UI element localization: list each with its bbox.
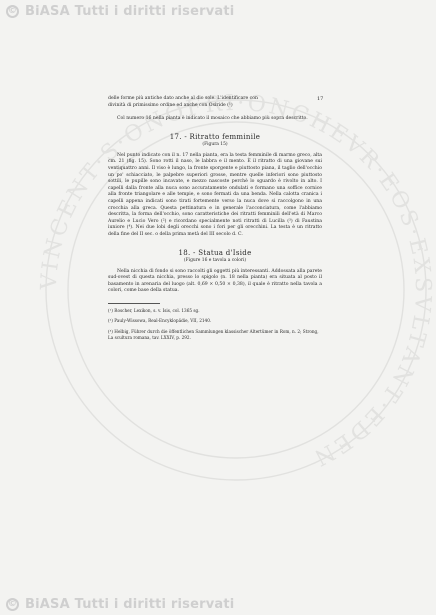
- footnote-item: [108, 308, 322, 314]
- footnote-item: [108, 318, 322, 324]
- footnote-divider: [108, 303, 160, 304]
- footnote-text: Pauly-Wissowa, Real-Encyklopädie, VII, 2140.: [114, 318, 212, 324]
- footnote-item: [108, 329, 322, 341]
- page-body: [108, 96, 322, 345]
- section-17-subtitle: (Figura 15): [202, 141, 228, 147]
- section-17-title: 17. - Ritratto femminile: [169, 132, 261, 141]
- watermark-top: [0, 0, 436, 22]
- section-17-body: Nel punto indicato con il n. 17 nella pianta, era la testa femminile di marmo greco, alta cm. 21 (fig. 15). Sono rotti il naso, le labbra e il mento. È il ritratto di una giovane sui ventiquattro anni. Il viso è lungo, la fronte sporgente e piuttosto piana, il taglio dell'occhio un po' schiacciato, le palpebre superiori grosse, mentre quelle inferiori sono piuttosto sottili, le pupille sono incavate, e mezzo nascoste perchè lo sguardo è rivolto in alto. I capelli dalla fronte alla nuca sono accuratamente ondulati e formano una soffice cornice alla fronte triangolare e alle tempie, e sono fermati da una benda. Nella calotta cranica i capelli appena indicati sono tirati fortemente verso la nuca dove si raccolgono in una crocchia alla greca. Questa pettinatura e in generale l'acconciatura, come l'abbiamo descritta, la forma dell'occhio, sono caratteristiche dei ritratti femminili dell'età di Marco Aurelio e Lucio Vero (²) e ricordano specialmente noti ritratti di Lucilla (³) di Faustina iuniore (⁴). Nei due lobi degli orecchi sono i fori per gli orecchini. La testa è un ritratto della fine del II sec. o della prima metà del III secolo d. C.: [108, 152, 322, 237]
- copyright-icon: ©: [7, 599, 18, 609]
- footnote-mark: (¹): [108, 308, 113, 314]
- copyright-icon: ©: [7, 6, 18, 16]
- footnotes: [108, 308, 322, 341]
- intro-line-2: divinità di primissimo ordine ed anche con Osiride (¹): [108, 102, 233, 108]
- watermark-text-top: BiASA Tutti i diritti riservati: [25, 3, 235, 19]
- footnote-mark: (³): [108, 328, 113, 334]
- intro-paragraph: Col numero 16 nella pianta è indicato il mosaico che abbiamo più sopra descritto.: [117, 116, 308, 122]
- footnote-text: Roscher, Lexikon, s. v. Isis, col. 1365 sg.: [114, 308, 200, 314]
- seal-text-path: VINCENT·S·ONOFRI·ONCHEVR·EOS·EXSVLTANT·EDEN: [36, 90, 436, 472]
- section-18-body: Nella nicchia di fondo si sono raccolti gli oggetti più interessanti. Addossata alla parete sud-ovest di questa nicchia, presso lo spigolo (n. 18 nella pianta) era situata al posto il basamento in arenaria del luogo (alt. 0,69 × 0,50 × 0,38), il quale è ritratto nella tavola a colori, come base della statua.: [108, 268, 322, 294]
- watermark-text-bottom: BiASA Tutti i diritti riservati: [25, 596, 235, 612]
- page-number: 17: [317, 96, 324, 102]
- footnote-mark: (²): [108, 318, 113, 324]
- footnote-text: Helbig, Führer durch die öffentlichen Sammlungen klassischer Altertümer in Rom, n. 2; Strong, La scultura romana, tav. LXXIV, p. 292.: [108, 328, 319, 341]
- watermark-bottom: [0, 593, 436, 615]
- intro-line-1: delle forme più antiche dato anche al dio sole. L'identificare con: [108, 96, 258, 101]
- section-18-subtitle: (Figure 16 e tavola a colori): [183, 257, 247, 263]
- section-18-title: 18. - Statua d'Iside: [178, 248, 252, 257]
